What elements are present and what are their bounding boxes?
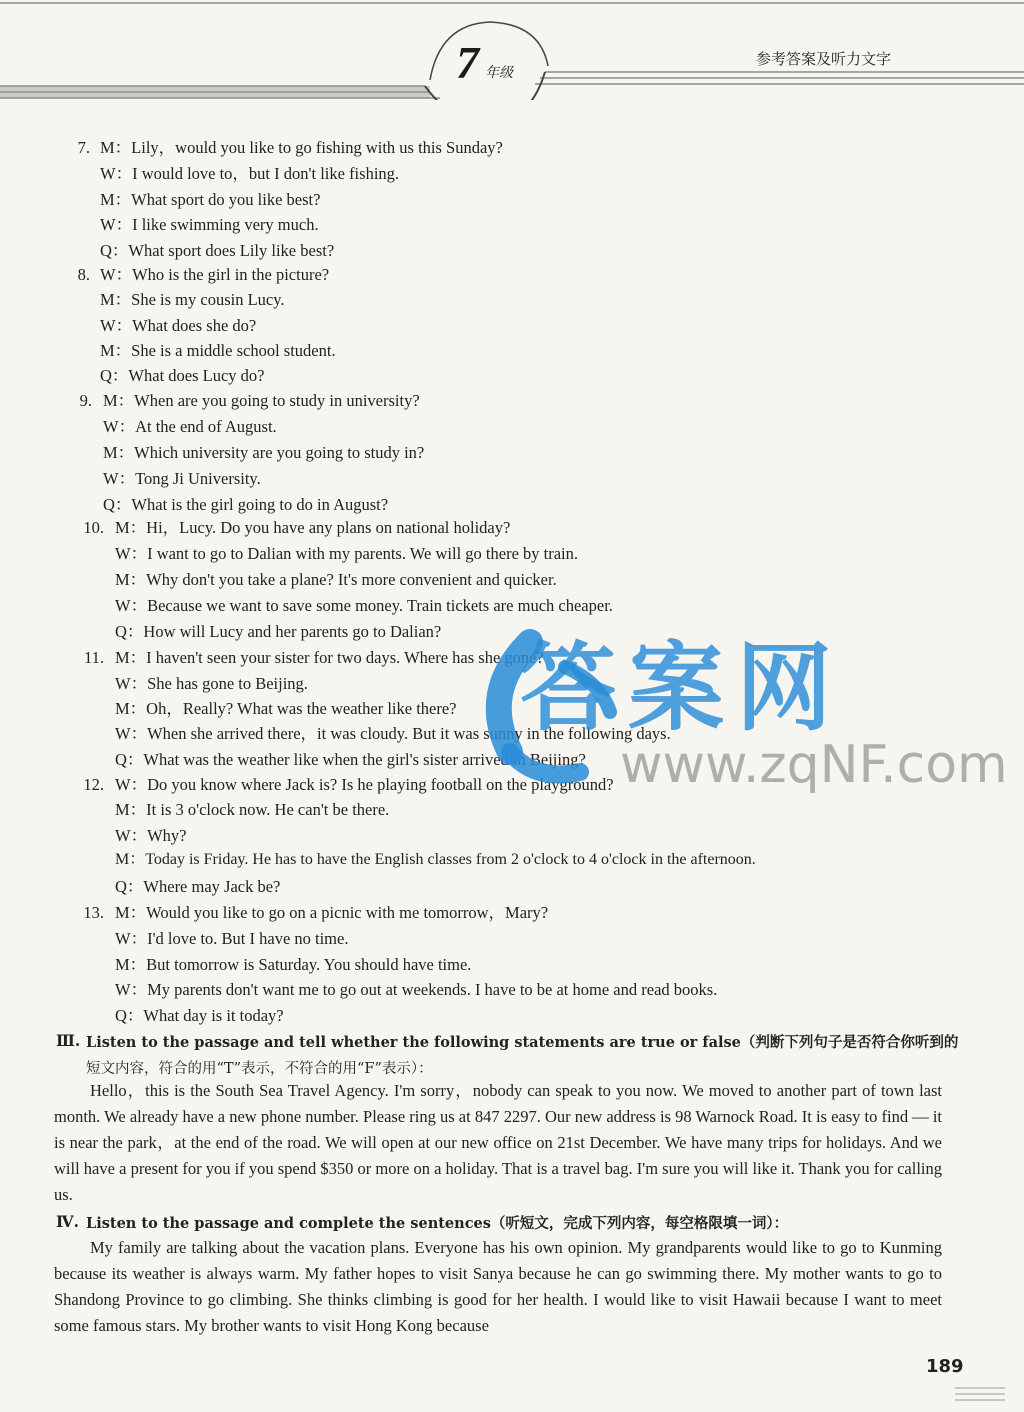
dialogue-line: W：I like swimming very much. [100, 215, 319, 234]
page-number-decoration [955, 1384, 1015, 1404]
dialogue-number: 9. [79, 391, 92, 410]
dialogue-line: W：At the end of August. [103, 417, 277, 436]
dialogue-line: Q：What does Lucy do? [100, 366, 265, 385]
dialogue-line: Q：What day is it today? [115, 1006, 284, 1025]
dialogue-line: W：Tong Ji University. [103, 469, 261, 488]
dialogue-line: W：She has gone to Beijing. [115, 674, 308, 693]
dialogue-line: W：Who is the girl in the picture? [100, 265, 330, 284]
dialogue-line: W：What does she do? [100, 316, 257, 335]
dialogue-line: W：When she arrived there，it was cloudy. But it was sunny in the following days. [115, 724, 671, 743]
dialogue-number: 13. [83, 903, 104, 922]
dialogue-line: Q：What is the girl going to do in August? [103, 495, 389, 514]
dialogue-line: W：I would love to，but I don't like fishing. [100, 164, 400, 183]
watermark-url: www.zqNF.com [620, 735, 1008, 795]
dialogue-line: M：Which university are you going to study in? [103, 443, 425, 462]
dialogue-line: M：I haven't seen your sister for two days. Where has she gone? [115, 648, 544, 667]
dialogue-line: Q：How will Lucy and her parents go to Dalian? [115, 622, 442, 641]
section-title: Listen to the passage and complete the sentences（听短文，完成下列内容，每空格限填一词）： [86, 1215, 789, 1232]
dialogue-line: Q：Where may Jack be? [115, 877, 281, 896]
dialogue-line: M：Hi，Lucy. Do you have any plans on national holiday? [115, 518, 511, 537]
dialogue-line: W：Do you know where Jack is? Is he playing football on the playground? [115, 775, 614, 794]
dialogue-line: M：She is a middle school student. [100, 341, 336, 360]
dialogue-line: M：It is 3 o'clock now. He can't be there. [115, 800, 390, 819]
dialogue-number: 11. [83, 648, 104, 667]
section-title-continued: 短文内容，符合的用“T”表示，不符合的用“F”表示）： [86, 1061, 433, 1077]
section-title: 参考答案及听力文字 [756, 50, 892, 68]
dialogue-line: W：Why? [115, 826, 187, 845]
dialogue-number: 12. [83, 775, 104, 794]
dialogue-line: M：Why don't you take a plane? It's more convenient and quicker. [115, 570, 557, 589]
section-numeral: Ⅲ. [56, 1031, 81, 1050]
dialogue-number: 8. [77, 265, 90, 284]
dialogue-line: M：Oh，Really? What was the weather like there? [115, 699, 457, 718]
dialogue-number: 7. [77, 138, 90, 157]
dialogue-line: M：Would you like to go on a picnic with me tomorrow，Mary? [115, 903, 549, 922]
page-header [0, 0, 1024, 100]
dialogue-line: Q：What sport does Lily like best? [100, 241, 335, 260]
dialogue-line: M：What sport do you like best? [100, 190, 321, 209]
section-title: Listen to the passage and tell whether the following statements are true or false（判断下列句子是否符合你听到的 [86, 1034, 959, 1051]
passage: Hello，this is the South Sea Travel Agency. I'm sorry，nobody can speak to you now. We moved to another part of town last month. We already have a new phone number. Please ring us at 847 2297. Our new address is 98 Warnock Road. It is easy to find — it is near the park，at the end of the road. We will open at our new office on 21st December. We have many trips for holidays. And we will have a present for you if you spend $350 or more on a holiday. That is a travel bag. I'm sure you will like it. Thank you for calling us. [54, 1081, 943, 1204]
dialogue-line: M：Lily，would you like to go fishing with us this Sunday? [100, 138, 503, 157]
watermark-text: 答案网 [520, 632, 844, 744]
dialogue-line: W：Because we want to save some money. Train tickets are much cheaper. [115, 596, 613, 615]
dialogue-line: W：I'd love to. But I have no time. [115, 929, 349, 948]
grade-number: 7 [456, 37, 479, 88]
dialogue-line: Q：What was the weather like when the girl's sister arrived in Beijing? [115, 750, 586, 769]
dialogue-line: M：But tomorrow is Saturday. You should have time. [115, 955, 472, 974]
section-numeral: Ⅳ. [56, 1212, 79, 1231]
page-number: 189 [926, 1356, 964, 1377]
dialogue-number: 10. [83, 518, 104, 537]
grade-label: 年级 [485, 65, 513, 81]
dialogue-line: M：Today is Friday. He has to have the English classes from 2 o'clock to 4 o'clock in the afternoon. [115, 851, 756, 868]
dialogue-line: W：I want to go to Dalian with my parents. We will go there by train. [115, 544, 579, 563]
dialogue-line: W：My parents don't want me to go out at weekends. I have to be at home and read books. [115, 980, 718, 999]
dialogue-line: M：When are you going to study in university? [103, 391, 420, 410]
dialogue-line: M：She is my cousin Lucy. [100, 290, 285, 309]
passage: My family are talking about the vacation plans. Everyone has his own opinion. My grandparents would like to go to Kunming because its weather is always warm. My father hopes to visit Sanya because he can go swimming there. My mother wants to go to Shandong Province to go climbing. She thinks climbing is good for her health. I would like to visit Hawaii because I want to meet some famous stars. My brother wants to visit Hong Kong because [54, 1238, 942, 1335]
